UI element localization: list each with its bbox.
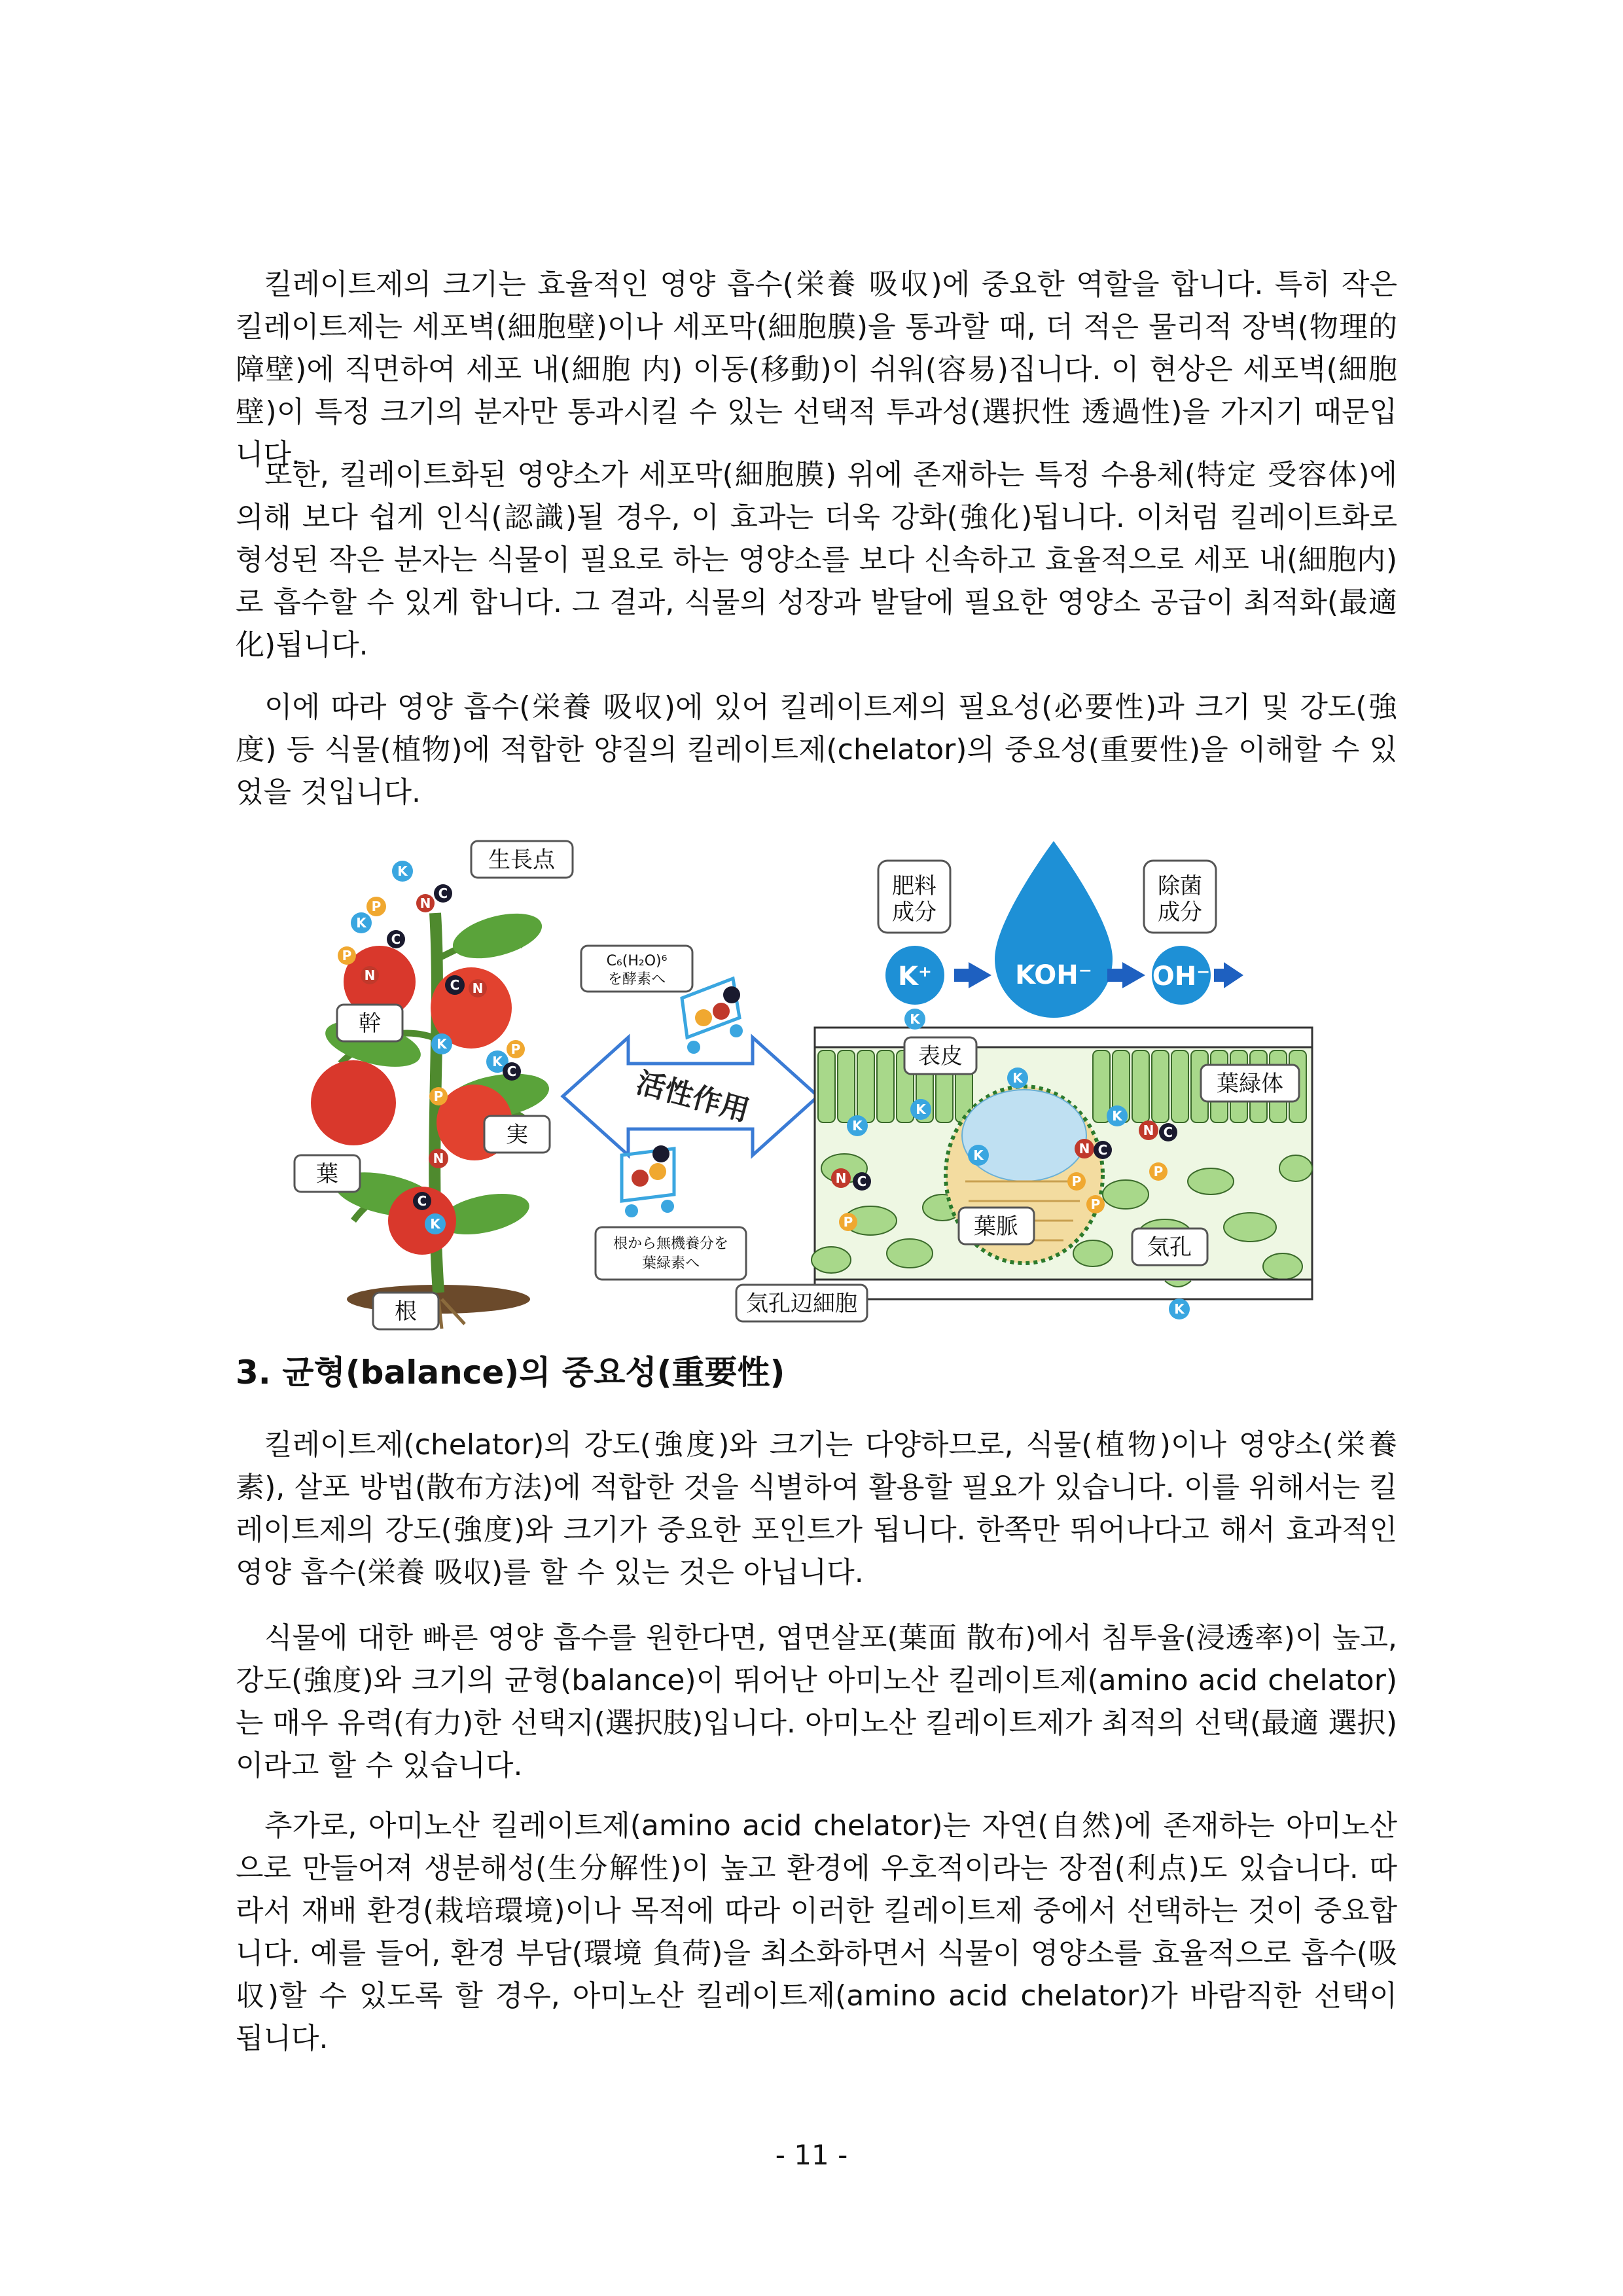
svg-text:P: P bbox=[1071, 1174, 1082, 1189]
svg-text:N: N bbox=[835, 1170, 847, 1186]
section-number: 3. bbox=[236, 1354, 271, 1391]
svg-text:K: K bbox=[397, 863, 408, 879]
svg-text:除菌: 除菌 bbox=[1158, 873, 1202, 899]
svg-text:N: N bbox=[1079, 1141, 1090, 1157]
section-heading bbox=[236, 1350, 1397, 1395]
svg-text:C: C bbox=[450, 977, 460, 993]
koh-drop bbox=[995, 841, 1113, 1018]
svg-text:P: P bbox=[433, 1088, 444, 1104]
svg-text:活性作用: 活性作用 bbox=[633, 1066, 753, 1128]
svg-text:C: C bbox=[1097, 1142, 1108, 1158]
left-arrow-icon bbox=[954, 962, 991, 988]
svg-text:K: K bbox=[430, 1216, 440, 1232]
lower-epidermis bbox=[815, 1280, 1312, 1299]
svg-text:P: P bbox=[1090, 1196, 1101, 1212]
svg-text:成分: 成分 bbox=[892, 899, 936, 925]
svg-text:P: P bbox=[843, 1214, 853, 1230]
svg-text:根: 根 bbox=[395, 1299, 417, 1325]
leaf-shape bbox=[448, 905, 547, 967]
svg-text:C: C bbox=[507, 1064, 517, 1079]
svg-text:K: K bbox=[1174, 1301, 1185, 1317]
svg-text:表皮: 表皮 bbox=[918, 1043, 963, 1069]
plant-label-root bbox=[373, 1293, 438, 1329]
svg-text:肥料: 肥料 bbox=[892, 873, 936, 899]
page-number: - 11 - bbox=[775, 2139, 848, 2171]
svg-text:生長点: 生長点 bbox=[488, 847, 555, 873]
svg-text:OH⁻: OH⁻ bbox=[1152, 961, 1211, 992]
svg-text:K: K bbox=[973, 1147, 984, 1163]
svg-text:K: K bbox=[437, 1036, 447, 1052]
svg-text:N: N bbox=[364, 967, 376, 983]
svg-text:K: K bbox=[910, 1011, 920, 1027]
svg-text:実: 実 bbox=[506, 1122, 528, 1148]
svg-text:葉緑体: 葉緑体 bbox=[1217, 1071, 1283, 1097]
section-title: 균형(balance)의 중요성(重要性) bbox=[282, 1354, 785, 1391]
nutrient-absorption-figure bbox=[281, 828, 1329, 1332]
svg-text:根から無機養分を: 根から無機養分を bbox=[613, 1236, 729, 1252]
plant-label-stem bbox=[337, 1005, 402, 1041]
svg-text:成分: 成分 bbox=[1158, 899, 1202, 925]
svg-text:幹: 幹 bbox=[359, 1011, 381, 1037]
svg-text:C: C bbox=[438, 886, 448, 901]
svg-text:葉脈: 葉脈 bbox=[974, 1213, 1018, 1240]
svg-text:C: C bbox=[857, 1174, 867, 1189]
fertilizer-label bbox=[878, 861, 950, 933]
leaf-label-stoma bbox=[1132, 1229, 1207, 1265]
svg-text:K⁺: K⁺ bbox=[897, 961, 933, 992]
sterilize-label bbox=[1144, 861, 1216, 933]
svg-text:K: K bbox=[356, 915, 366, 931]
svg-text:K: K bbox=[492, 1054, 503, 1069]
svg-text:KOH⁻: KOH⁻ bbox=[1015, 960, 1092, 990]
plant-label-fruit bbox=[484, 1116, 550, 1153]
svg-text:P: P bbox=[510, 1041, 521, 1057]
body-paragraph: 또한, 킬레이트화된 영양소가 세포막(細胞膜) 위에 존재하는 특정 수용체(特定 受容体)에 의해 보다 쉽게 인식(認識)될 경우, 이 효과는 더욱 강화(強化)됩니다. 이처럼 킬레이트화로 형성된 작은 분자는 식물이 필요로 하는 영양소를 보다 신속하고 효율적으로 세포 내(細胞内)로 흡수할 수 있게 합니다. 그 결과, 식물의 성장과 발달에 필요한 영양소 공급이 최적화(最適化)됩니다. bbox=[236, 458, 1398, 662]
svg-text:C₆(H₂O)⁶: C₆(H₂O)⁶ bbox=[606, 953, 668, 969]
plant-label-growth-point bbox=[471, 841, 573, 878]
water-drop-icon bbox=[995, 841, 1113, 1018]
activity-arrow bbox=[563, 1037, 818, 1155]
svg-text:C: C bbox=[1163, 1124, 1173, 1140]
body-paragraph: 이에 따라 영양 흡수(栄養 吸収)에 있어 킬레이트제의 필요성(必要性)과 크기 및 강도(強度) 등 식물(植物)에 적합한 양질의 킬레이트제(chelator)의 중요성(重要性)을 이해할 수 있었을 것입니다. bbox=[236, 691, 1397, 809]
right-arrow-icon bbox=[1107, 962, 1145, 988]
svg-text:K: K bbox=[1012, 1070, 1023, 1086]
svg-text:P: P bbox=[371, 899, 382, 914]
svg-text:N: N bbox=[419, 895, 431, 911]
body-paragraph: 킬레이트제의 크기는 효율적인 영양 흡수(栄養 吸収)에 중요한 역할을 합니다. 특히 작은 킬레이트제는 세포벽(細胞壁)이나 세포막(細胞膜)을 통과할 때, 더 적은 물리적 장벽(物理的障壁)에 직면하여 세포 내(細胞 内) 이동(移動)이 쉬워(容易)집니다. 이 현상은 세포벽(細胞壁)이 특정 크기의 분자만 통과시킬 수 있는 선택적 투과성(選択性 透過性)을 가지기 때문입니다. bbox=[236, 268, 1397, 471]
leaf-label-chloroplast bbox=[1201, 1065, 1299, 1102]
svg-text:P: P bbox=[342, 948, 352, 963]
svg-text:C: C bbox=[391, 931, 401, 947]
plant-label-leaf bbox=[294, 1155, 360, 1192]
svg-text:気孔: 気孔 bbox=[1147, 1234, 1192, 1261]
svg-text:を酵素へ: を酵素へ bbox=[607, 971, 666, 988]
leaf-label-vein bbox=[959, 1208, 1034, 1244]
svg-text:K: K bbox=[916, 1102, 926, 1117]
svg-text:N: N bbox=[472, 980, 484, 996]
root-note-label bbox=[596, 1227, 746, 1280]
formula-label bbox=[581, 946, 692, 992]
svg-text:葉緑素へ: 葉緑素へ bbox=[641, 1255, 700, 1272]
k-ion-badge bbox=[885, 946, 944, 1005]
svg-text:気孔辺細胞: 気孔辺細胞 bbox=[746, 1291, 857, 1317]
svg-text:葉: 葉 bbox=[316, 1161, 338, 1187]
body-paragraph: 식물에 대한 빠른 영양 흡수를 원한다면, 엽면살포(葉面 散布)에서 침투율(浸透率)이 높고, 강도(強度)와 크기의 균형(balance)이 뛰어난 아미노산 킬레이트제(amino acid chelator)는 매우 유력(有力)한 선택지(選択肢)입니다. 아미노산 킬레이트제가 최적의 선택(最適 選択)이라고 할 수 있습니다. bbox=[236, 1621, 1397, 1782]
tomato-fruit bbox=[311, 1060, 396, 1145]
svg-text:N: N bbox=[1143, 1122, 1154, 1138]
right-arrow-icon bbox=[1214, 962, 1243, 988]
svg-text:N: N bbox=[433, 1151, 444, 1166]
figure-illustration bbox=[281, 828, 1329, 1332]
svg-text:K: K bbox=[852, 1118, 863, 1134]
oh-ion-badge bbox=[1152, 946, 1211, 1005]
body-paragraph: 추가로, 아미노산 킬레이트제(amino acid chelator)는 자연(自然)에 존재하는 아미노산으로 만들어져 생분해성(生分解性)이 높고 환경에 우호적이라는 장점(利点)도 있습니다. 따라서 재배 환경(栽培環境)이나 목적에 따라 이러한 킬레이트제 중에서 선택하는 것이 중요합니다. 예를 들어, 환경 부담(環境 負荷)을 최소화하면서 식물이 영양소를 효율적으로 흡수(吸収)할 수 있도록 할 경우, 아미노산 킬레이트제(amino acid chelator)가 바람직한 선택이 됩니다. bbox=[236, 1809, 1397, 2055]
svg-text:K: K bbox=[1112, 1108, 1122, 1124]
svg-text:P: P bbox=[1153, 1164, 1164, 1179]
leaf-label-guard-cell bbox=[736, 1285, 867, 1321]
body-paragraph: 킬레이트제(chelator)의 강도(強度)와 크기는 다양하므로, 식물(植物)이나 영양소(栄養素), 살포 방법(散布方法)에 적합한 것을 식별하여 활용할 필요가 있습니다. 이를 위해서는 킬레이트제의 강도(強度)와 크기가 중요한 포인트가 됩니다. 한쪽만 뛰어나다고 해서 효과적인 영양 흡수(栄養 吸収)를 할 수 있는 것은 아닙니다. bbox=[236, 1428, 1397, 1589]
leaf-label-epidermis bbox=[904, 1037, 976, 1074]
svg-text:C: C bbox=[417, 1193, 427, 1209]
upper-epidermis bbox=[815, 1028, 1312, 1047]
